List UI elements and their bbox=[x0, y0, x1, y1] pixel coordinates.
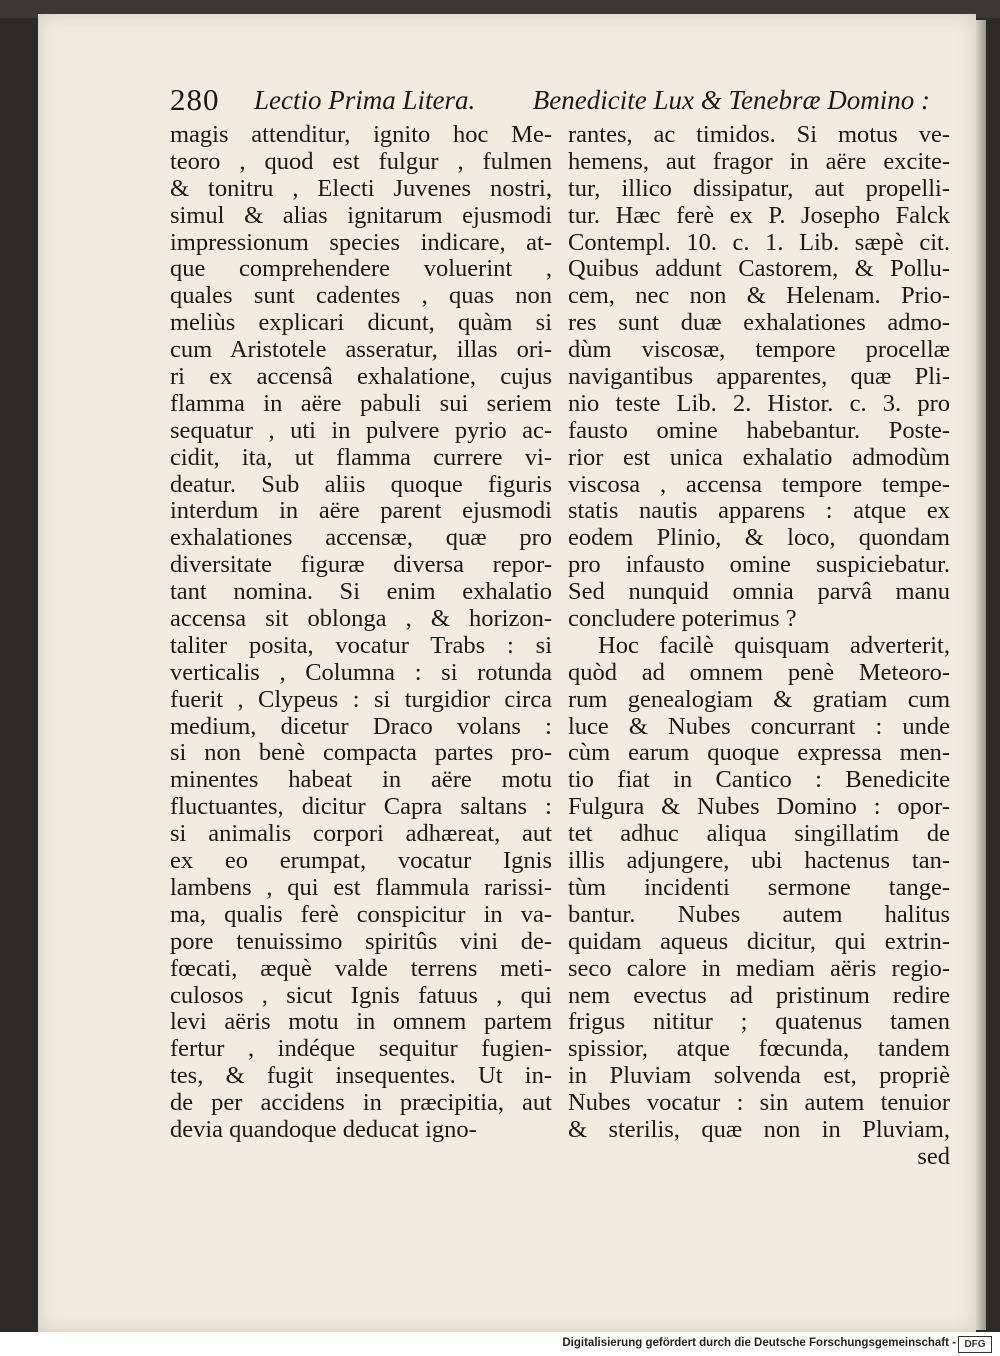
text-line: nem evectus ad pristinum redire bbox=[568, 981, 950, 1009]
text-line: seco calore in mediam aëris regio- bbox=[568, 954, 950, 982]
text-line: tio fiat in Cantico : Benedicite bbox=[568, 766, 950, 794]
text-line: fuerit , Clypeus : si turgidior circa bbox=[170, 685, 552, 713]
text-line: meliùs explicari dicunt, quàm si bbox=[170, 309, 552, 337]
text-line: fœcati, æquè valde terrens meti- bbox=[170, 954, 552, 982]
text-line: ri ex accensâ exhalatione, cujus bbox=[170, 363, 552, 391]
text-line: cum Aristotele asseratur, illas ori- bbox=[170, 336, 552, 364]
text-line: simul & alias ignitarum ejusmodi bbox=[170, 201, 552, 229]
text-line: & tonitru , Electi Juvenes nostri, bbox=[170, 174, 552, 202]
text-line: tur. Hæc ferè ex P. Josepho Falck bbox=[568, 201, 950, 229]
text-line: statis nautis apparens : atque ex bbox=[568, 497, 950, 525]
text-line: spissior, atque fœcunda, tandem bbox=[568, 1035, 950, 1063]
text-line: fluctuantes, dicitur Capra saltans : bbox=[170, 793, 552, 821]
text-line: teoro , quod est fulgur , fulmen bbox=[170, 147, 552, 175]
text-line: diversitate figuræ diversa repor- bbox=[170, 551, 552, 579]
text-line: de per accidens in præcipitia, aut bbox=[170, 1089, 552, 1117]
text-line: rior est unica exhalatio admodùm bbox=[568, 443, 950, 471]
page-edge bbox=[976, 20, 986, 1330]
text-line: fausto omine habebantur. Poste- bbox=[568, 416, 950, 444]
text-line: cùm earum quoque expressa men- bbox=[568, 739, 950, 767]
text-line: que comprehendere voluerint , bbox=[170, 255, 552, 283]
text-line: pore tenuissimo spiritûs vini de- bbox=[170, 927, 552, 955]
text-line: si non benè compacta partes pro- bbox=[170, 739, 552, 767]
text-line: deatur. Sub aliis quoque figuris bbox=[170, 470, 552, 498]
right-text-column bbox=[568, 122, 950, 1171]
text-line: Hoc facilè quisquam adverterit, bbox=[598, 631, 950, 659]
page-number: 280 bbox=[170, 82, 220, 117]
text-line: sequatur , uti in pulvere pyrio ac- bbox=[170, 416, 552, 444]
text-line: tur, illico dissipatur, aut propelli- bbox=[568, 174, 950, 202]
text-line: frigus nititur ; quatenus tamen bbox=[568, 1008, 950, 1036]
text-line: hemens, aut fragor in aëre excite- bbox=[568, 147, 950, 175]
text-line: devia quandoque deducat igno- bbox=[170, 1115, 477, 1143]
text-line: res sunt duæ exhalationes admo- bbox=[568, 309, 950, 337]
text-line: cidit, ita, ut flamma currere vi- bbox=[170, 443, 552, 471]
text-line: pro infausto omine suspiciebatur. bbox=[568, 551, 950, 579]
text-line: dùm viscosæ, tempore procellæ bbox=[568, 336, 950, 364]
text-line: tùm incidenti sermone tange- bbox=[568, 873, 950, 901]
running-title: Lectio Prima Litera. bbox=[254, 85, 476, 115]
text-line: exhalationes accensæ, quæ pro bbox=[170, 524, 552, 552]
text-line: interdum in aëre parent ejusmodi bbox=[170, 497, 552, 525]
text-line: & sterilis, quæ non in Pluviam, bbox=[568, 1115, 950, 1143]
text-line: concludere poterimus ? bbox=[568, 605, 797, 633]
text-line: Contempl. 10. c. 1. Lib. sæpè cit. bbox=[568, 228, 950, 256]
dfg-logo: DFG bbox=[958, 1336, 992, 1353]
text-line: luce & Nubes concurrant : unde bbox=[568, 712, 950, 740]
text-line: fertur , indéque sequitur fugien- bbox=[170, 1035, 552, 1063]
text-line: levi aëris motu in omnem partem bbox=[170, 1008, 552, 1036]
text-line: ma, qualis ferè conspicitur in va- bbox=[170, 900, 552, 928]
funding-notice: Digitalisierung gefördert durch die Deutsche Forschungsgemeinschaft - bbox=[562, 1337, 956, 1349]
text-line: medium, dicetur Draco volans : bbox=[170, 712, 552, 740]
text-line: tes, & fugit insequentes. Ut in- bbox=[170, 1062, 552, 1090]
text-line: verticalis , Columna : si rotunda bbox=[170, 658, 552, 686]
text-line: eodem Plinio, & loco, quondam bbox=[568, 524, 950, 552]
text-line: nio teste Lib. 2. Histor. c. 3. pro bbox=[568, 389, 950, 417]
text-line: tet adhuc aliqua singillatim de bbox=[568, 820, 950, 848]
text-line: quidam aqueus dicitur, qui extrin- bbox=[568, 927, 950, 955]
text-line: si animalis corpori adhæreat, aut bbox=[170, 820, 552, 848]
text-line: culosos , sicut Ignis fatuus , qui bbox=[170, 981, 552, 1009]
text-line: quales sunt cadentes , quas non bbox=[170, 282, 552, 310]
text-line: rantes, ac timidos. Si motus ve- bbox=[568, 121, 950, 148]
text-line: flamma in aëre pabuli sui seriem bbox=[170, 389, 552, 417]
text-line: ex eo erumpat, vocatur Ignis bbox=[170, 847, 552, 875]
text-line: in Pluviam solvenda est, propriè bbox=[568, 1062, 950, 1090]
text-line: lambens , qui est flammula rarissi- bbox=[170, 873, 552, 901]
text-line: illis adjungere, ubi hactenus tan- bbox=[568, 847, 950, 875]
text-line: Nubes vocatur : sin autem tenuior bbox=[568, 1089, 950, 1117]
catchword: sed bbox=[917, 1142, 950, 1170]
text-line: Quibus addunt Castorem, & Pollu- bbox=[568, 255, 950, 283]
text-line: Sed nunquid omnia parvâ manu bbox=[568, 578, 950, 606]
text-line: Fulgura & Nubes Domino : opor- bbox=[568, 793, 950, 821]
text-line: rum genealogiam & gratiam cum bbox=[568, 685, 950, 713]
text-line: quòd ad omnem penè Meteoro- bbox=[568, 658, 950, 686]
text-line: navigantibus apparentes, quæ Pli- bbox=[568, 363, 950, 391]
text-line: accensa sit oblonga , & horizon- bbox=[170, 605, 552, 633]
text-line: taliter posita, vocatur Trabs : si bbox=[170, 631, 552, 659]
text-line: viscosa , accensa tempore tempe- bbox=[568, 470, 950, 498]
text-line: cem, nec non & Helenam. Prio- bbox=[568, 282, 950, 310]
text-line: bantur. Nubes autem halitus bbox=[568, 900, 950, 928]
running-title-right: Benedicite Lux & Tenebræ Domino : bbox=[532, 85, 930, 115]
footer-bar bbox=[0, 1332, 1000, 1356]
text-line: impressionum species indicare, at- bbox=[170, 228, 552, 256]
text-line: minentes habeat in aëre motu bbox=[170, 766, 552, 794]
text-line: magis attenditur, ignito hoc Me- bbox=[170, 121, 552, 148]
page-header bbox=[170, 82, 930, 122]
left-text-column bbox=[170, 122, 552, 1144]
text-line: tant nomina. Si enim exhalatio bbox=[170, 578, 552, 606]
